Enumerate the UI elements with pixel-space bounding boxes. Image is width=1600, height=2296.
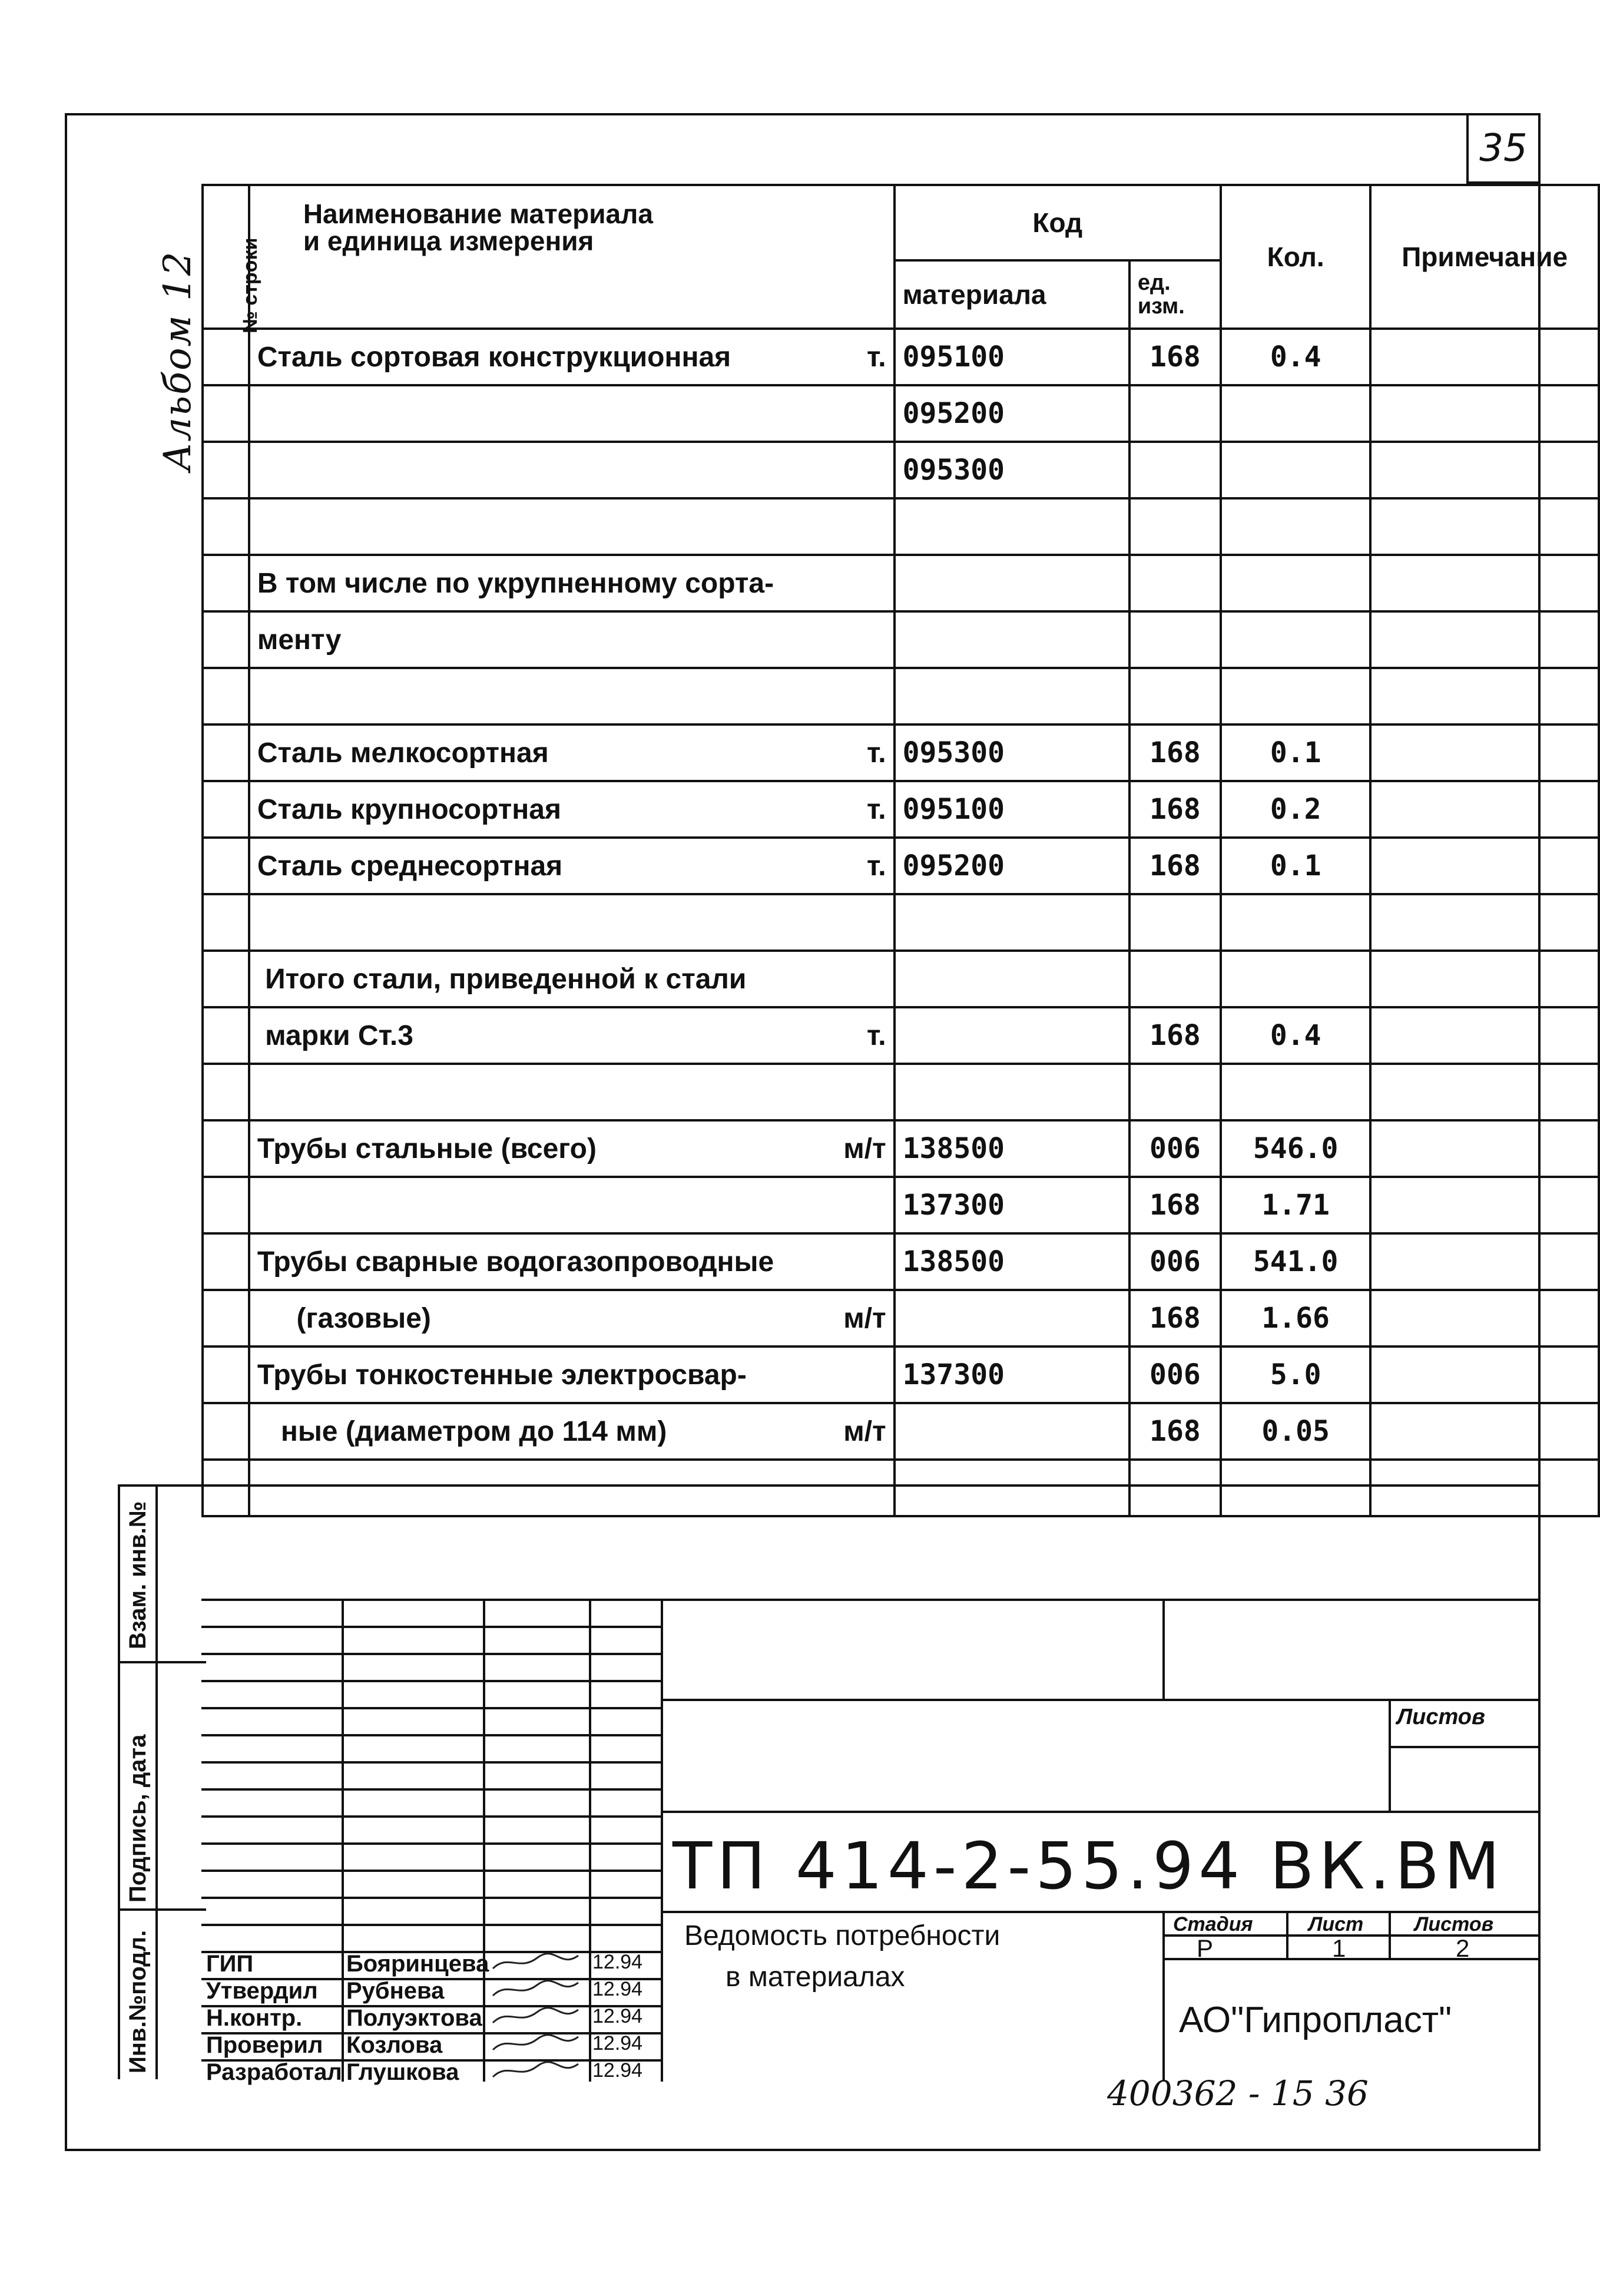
table-row: [203, 781, 1599, 838]
bottom-code: 400362 - 15 36: [1107, 2073, 1369, 2113]
row-note-cell: [1370, 951, 1599, 1007]
table-row: [203, 442, 1599, 498]
row-material-code-cell: 095300: [895, 724, 1129, 781]
sheet-number: 35: [1466, 113, 1541, 184]
row-unit-label: м/т: [843, 1415, 886, 1447]
signer-row: [201, 2059, 661, 2086]
signer-name: Бояринцева: [346, 1951, 489, 1977]
table-row: [203, 1177, 1599, 1233]
header-code-unit: ед. изм.: [1129, 260, 1221, 329]
row-number-cell: [203, 951, 249, 1007]
row-note-cell: [1370, 1064, 1599, 1120]
row-number-cell: [203, 1064, 249, 1120]
row-number-cell: [203, 724, 249, 781]
table-row: [203, 329, 1599, 385]
row-number-cell: [203, 1007, 249, 1064]
row-number-cell: [203, 1346, 249, 1403]
row-name-cell: [249, 385, 895, 442]
row-material-code-cell: [895, 951, 1129, 1007]
row-material-code-cell: [895, 894, 1129, 951]
row-unit-code-cell: [1129, 951, 1221, 1007]
row-unit-code-cell: [1129, 385, 1221, 442]
row-note-cell: [1370, 1007, 1599, 1064]
row-material-code-cell: 095100: [895, 781, 1129, 838]
row-name-cell: Трубы тонкостенные электросвар-: [249, 1346, 895, 1403]
row-material-code-cell: 137300: [895, 1346, 1129, 1403]
row-unit-code-cell: 168: [1129, 781, 1221, 838]
row-name-cell: Итого стали, приведенной к стали: [249, 951, 895, 1007]
signer-date: 12.94: [592, 2005, 643, 2027]
row-number-cell: [203, 329, 249, 385]
row-material-code-cell: [895, 1290, 1129, 1346]
row-note-cell: [1370, 1177, 1599, 1233]
row-unit-code-cell: 168: [1129, 724, 1221, 781]
row-note-cell: [1370, 1233, 1599, 1290]
row-material-code-cell: 137300: [895, 1177, 1129, 1233]
row-name-cell: [249, 894, 895, 951]
row-note-cell: [1370, 385, 1599, 442]
row-number-cell: [203, 385, 249, 442]
sheet-value: 1: [1332, 1934, 1346, 1962]
row-number-cell: [203, 1120, 249, 1177]
podpis-data-label: Подпись, дата: [125, 1734, 151, 1903]
row-qty-cell: 0.1: [1221, 838, 1370, 894]
row-qty-cell: [1221, 894, 1370, 951]
signer-name: Козлова: [346, 2032, 443, 2058]
row-qty-cell: [1221, 668, 1370, 724]
row-unit-code-cell: [1129, 611, 1221, 668]
row-name-cell: [249, 498, 895, 555]
row-name-cell: менту: [249, 611, 895, 668]
table-row: [203, 668, 1599, 724]
row-material-code-cell: [895, 1064, 1129, 1120]
table-row: [203, 724, 1599, 781]
table-row: [203, 611, 1599, 668]
table-row: [203, 1120, 1599, 1177]
row-qty-cell: 0.05: [1221, 1403, 1370, 1460]
row-qty-cell: 5.0: [1221, 1346, 1370, 1403]
title-block: [201, 1484, 1541, 2085]
row-material-code-cell: 095200: [895, 385, 1129, 442]
row-note-cell: [1370, 1290, 1599, 1346]
row-number-cell: [203, 894, 249, 951]
table-row: [203, 1403, 1599, 1460]
signer-date: 12.94: [592, 1951, 643, 1973]
row-material-code-cell: [895, 555, 1129, 611]
row-qty-cell: 0.4: [1221, 329, 1370, 385]
signature-scribble: [490, 1951, 584, 1980]
row-unit-code-cell: 168: [1129, 838, 1221, 894]
signer-role: ГИП: [206, 1951, 254, 1977]
document-designation: ТП 414-2-55.94 ВК.ВМ: [673, 1828, 1505, 1904]
row-number-cell: [203, 611, 249, 668]
row-name-cell: Сталь сортовая конструкционная т.: [249, 329, 895, 385]
header-code-material: материала: [895, 260, 1129, 329]
row-note-cell: [1370, 894, 1599, 951]
row-unit-label: т.: [867, 1020, 886, 1051]
row-number-cell: [203, 1290, 249, 1346]
table-row: [203, 1233, 1599, 1290]
row-unit-code-cell: 168: [1129, 1403, 1221, 1460]
row-material-code-cell: [895, 1007, 1129, 1064]
row-qty-cell: 1.71: [1221, 1177, 1370, 1233]
table-row: [203, 1007, 1599, 1064]
listov-label-top: Листов: [1397, 1705, 1485, 1729]
row-unit-code-cell: [1129, 442, 1221, 498]
row-number-cell: [203, 442, 249, 498]
inv-podl-label: Инв.№подл.: [125, 1930, 151, 2073]
row-material-code-cell: [895, 498, 1129, 555]
row-qty-cell: [1221, 951, 1370, 1007]
row-note-cell: [1370, 611, 1599, 668]
vzam-inv-label: Взам. инв.№: [125, 1501, 151, 1649]
row-number-cell: [203, 1403, 249, 1460]
row-material-code-cell: [895, 611, 1129, 668]
row-note-cell: [1370, 724, 1599, 781]
table-row: [203, 1290, 1599, 1346]
row-unit-code-cell: 168: [1129, 329, 1221, 385]
row-name-cell: [249, 442, 895, 498]
row-name-cell: Сталь крупносортная т.: [249, 781, 895, 838]
row-unit-code-cell: 006: [1129, 1120, 1221, 1177]
signature-scribble: [490, 2032, 584, 2062]
row-unit-code-cell: 168: [1129, 1177, 1221, 1233]
row-unit-code-cell: 006: [1129, 1233, 1221, 1290]
signature-scribble: [490, 2059, 584, 2089]
row-number-cell: [203, 555, 249, 611]
signer-row: [201, 1978, 661, 2005]
row-name-cell: [249, 668, 895, 724]
table-row: [203, 838, 1599, 894]
row-name-cell: [249, 1064, 895, 1120]
row-qty-cell: [1221, 385, 1370, 442]
row-unit-code-cell: 168: [1129, 1290, 1221, 1346]
row-unit-code-cell: 168: [1129, 1007, 1221, 1064]
row-note-cell: [1370, 1346, 1599, 1403]
row-name-cell: Сталь среднесортная т.: [249, 838, 895, 894]
row-note-cell: [1370, 329, 1599, 385]
row-note-cell: [1370, 668, 1599, 724]
signature-scribble: [490, 1978, 584, 2007]
sheet-label: Лист: [1309, 1913, 1364, 1936]
row-material-code-cell: 095200: [895, 838, 1129, 894]
table-row: [203, 1064, 1599, 1120]
row-qty-cell: [1221, 1064, 1370, 1120]
row-name-cell: В том числе по укрупненному сорта-: [249, 555, 895, 611]
doc-title-line2: в материалах: [726, 1961, 905, 1993]
row-qty-cell: 546.0: [1221, 1120, 1370, 1177]
stage-value: Р: [1197, 1934, 1214, 1962]
table-row: [203, 498, 1599, 555]
row-material-code-cell: 095100: [895, 329, 1129, 385]
row-name-cell: марки Ст.3 т.: [249, 1007, 895, 1064]
row-qty-cell: [1221, 555, 1370, 611]
row-qty-cell: 0.1: [1221, 724, 1370, 781]
row-unit-label: т.: [867, 737, 886, 769]
signer-role: Н.контр.: [206, 2005, 303, 2031]
table-row: [203, 385, 1599, 442]
sheets-label: Листов: [1415, 1913, 1494, 1936]
row-number-cell: [203, 668, 249, 724]
doc-title-line1: Ведомость потребности: [684, 1920, 1001, 1951]
header-row-number: № строки: [203, 185, 249, 329]
row-name-cell: (газовые) м/т: [249, 1290, 895, 1346]
row-unit-code-cell: 006: [1129, 1346, 1221, 1403]
row-unit-label: м/т: [843, 1302, 886, 1334]
row-qty-cell: 541.0: [1221, 1233, 1370, 1290]
row-name-cell: Трубы стальные (всего) м/т: [249, 1120, 895, 1177]
header-note: Примечание: [1370, 185, 1599, 329]
row-material-code-cell: 138500: [895, 1233, 1129, 1290]
row-name-cell: Трубы сварные водогазопроводные: [249, 1233, 895, 1290]
row-note-cell: [1370, 555, 1599, 611]
signer-role: Утвердил: [206, 1978, 318, 2004]
row-material-code-cell: [895, 668, 1129, 724]
row-material-code-cell: 095300: [895, 442, 1129, 498]
table-row: [203, 555, 1599, 611]
signer-date: 12.94: [592, 2059, 643, 2082]
signer-date: 12.94: [592, 2032, 643, 2055]
row-unit-code-cell: [1129, 555, 1221, 611]
row-note-cell: [1370, 442, 1599, 498]
row-material-code-cell: 138500: [895, 1120, 1129, 1177]
signer-row: [201, 1951, 661, 1978]
row-unit-code-cell: [1129, 894, 1221, 951]
organization: АО"Гипропласт": [1179, 2000, 1452, 2040]
row-note-cell: [1370, 781, 1599, 838]
signer-row: [201, 2005, 661, 2032]
table-row: [203, 951, 1599, 1007]
row-qty-cell: [1221, 611, 1370, 668]
header-qty: Кол.: [1221, 185, 1370, 329]
row-qty-cell: 0.4: [1221, 1007, 1370, 1064]
stage-label: Стадия: [1173, 1913, 1253, 1936]
row-name-cell: Сталь мелкосортная т.: [249, 724, 895, 781]
table-row: [203, 1346, 1599, 1403]
signature-scribble: [490, 2005, 584, 2034]
header-name: Наименование материала и единица измерения: [249, 185, 895, 329]
row-qty-cell: 1.66: [1221, 1290, 1370, 1346]
row-qty-cell: 0.2: [1221, 781, 1370, 838]
row-unit-code-cell: [1129, 498, 1221, 555]
signer-date: 12.94: [592, 1978, 643, 2000]
row-number-cell: [203, 1177, 249, 1233]
row-unit-label: т.: [867, 850, 886, 882]
signer-name: Рубнева: [346, 1978, 445, 2004]
row-note-cell: [1370, 1403, 1599, 1460]
materials-table: [201, 184, 1600, 1517]
signer-name: Глушкова: [346, 2059, 459, 2085]
row-unit-code-cell: [1129, 1064, 1221, 1120]
signer-name: Полуэктова: [346, 2005, 482, 2031]
row-note-cell: [1370, 838, 1599, 894]
row-unit-code-cell: [1129, 668, 1221, 724]
row-material-code-cell: [895, 1403, 1129, 1460]
row-number-cell: [203, 838, 249, 894]
row-number-cell: [203, 498, 249, 555]
sheets-value: 2: [1456, 1934, 1470, 1962]
signer-role: Разработал: [206, 2059, 342, 2085]
row-unit-label: т.: [867, 341, 886, 373]
header-code: Код: [895, 185, 1221, 260]
row-qty-cell: [1221, 442, 1370, 498]
row-qty-cell: [1221, 498, 1370, 555]
row-number-cell: [203, 1233, 249, 1290]
album-label: Альбом 12: [156, 250, 200, 471]
row-number-cell: [203, 781, 249, 838]
row-note-cell: [1370, 498, 1599, 555]
row-unit-label: м/т: [843, 1133, 886, 1164]
row-name-cell: [249, 1177, 895, 1233]
row-unit-label: т.: [867, 793, 886, 825]
signer-row: [201, 2032, 661, 2059]
row-note-cell: [1370, 1120, 1599, 1177]
table-row: [203, 894, 1599, 951]
row-name-cell: ные (диаметром до 114 мм) м/т: [249, 1403, 895, 1460]
signer-role: Проверил: [206, 2032, 323, 2058]
